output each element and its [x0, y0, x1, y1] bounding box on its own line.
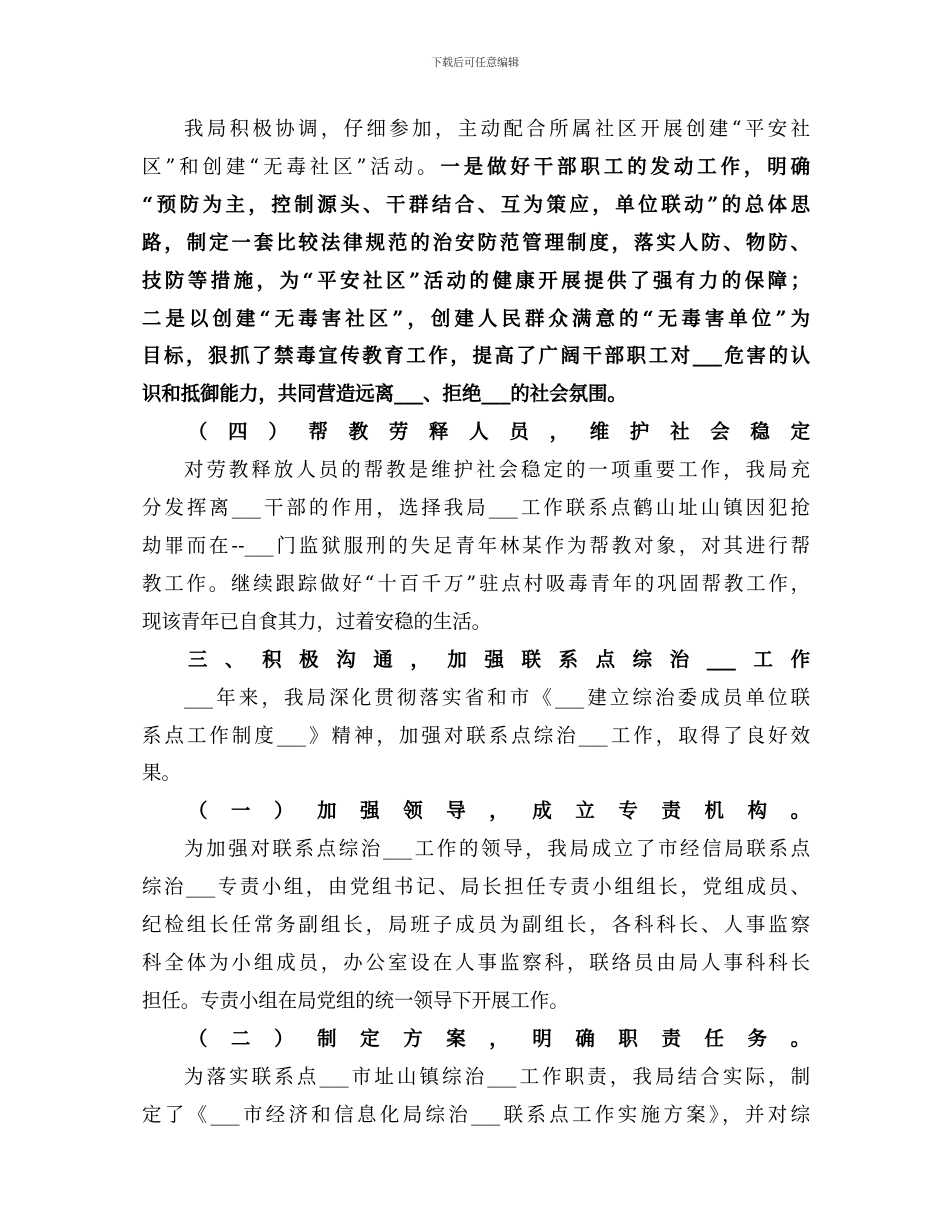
paragraph-line: 科全体为小组成员，办公室设在人事监察科，联络员由局人事科科长	[142, 950, 810, 974]
paragraph-line: 目标，狠抓了禁毒宣传教育工作，提高了广阔干部职工对___危害的认	[142, 344, 810, 368]
paragraph-line: 为加强对联系点综治___工作的领导，我局成立了市经信局联系点	[184, 837, 810, 861]
paragraph-line: 区”和创建“无毒社区”活动。一是做好干部职工的发动工作，明确	[142, 154, 811, 178]
paragraph-line: 综治___专责小组，由党组书记、局长担任专责小组组长，党组成员、	[142, 875, 810, 899]
paragraph-line: 现该青年已自食其力，过着安稳的生活。	[142, 609, 492, 633]
paragraph-line: 对劳教释放人员的帮教是维护社会稳定的一项重要工作，我局充	[184, 458, 810, 482]
paragraph-line: 系点工作制度___》精神，加强对联系点综治___工作，取得了良好效	[142, 723, 810, 747]
document-body	[142, 110, 810, 1133]
paragraph-line: 教工作。继续跟踪做好“十百千万”驻点村吸毒青年的巩固帮教工作，	[142, 571, 810, 595]
paragraph-line: 劫罪而在--___门监狱服刑的失足青年林某作为帮教对象，对其进行帮	[142, 533, 810, 557]
paragraph-line: 技防等措施，为“平安社区”活动的健康开展提供了强有力的保障；	[142, 268, 810, 292]
paragraph-line: 二是以创建“无毒害社区”，创建人民群众满意的“无毒害单位”为	[142, 306, 810, 330]
paragraph-line: 识和抵御能力，共同营造远离___、拒绝___的社会氛围。	[142, 382, 627, 406]
paragraph-line: ___年来，我局深化贯彻落实省和市《___建立综治委成员单位联	[184, 685, 810, 709]
paragraph-line: 担任。专责小组在局党组的统一领导下开展工作。	[142, 988, 569, 1012]
paragraph-line: 分发挥离___干部的作用，选择我局___工作联系点鹤山址山镇因犯抢	[142, 496, 810, 520]
paragraph-line: 我局积极协调，仔细参加，主动配合所属社区开展创建“平安社	[184, 117, 810, 140]
paragraph-line: 定了《___市经济和信息化局综治___联系点工作实施方案》，并对综	[142, 1102, 810, 1126]
section-heading: 三、积极沟通，加强联系点综治___工作	[188, 647, 810, 671]
section-heading: （一）加强领导，成立专责机构。	[188, 799, 810, 823]
page-header: 下载后可任意编辑	[431, 56, 519, 69]
paragraph-line: 路，制定一套比较法律规范的治安防范管理制度，落实人防、物防、	[142, 230, 810, 254]
paragraph-line: 果。	[142, 761, 181, 785]
paragraph-line: “预防为主，控制源头、干群结合、互为策应，单位联动”的总体思	[142, 192, 810, 216]
paragraph-line: 为落实联系点___市址山镇综治___工作职责，我局结合实际，制	[184, 1064, 810, 1088]
paragraph-line: 纪检组长任常务副组长，局班子成员为副组长，各科科长、人事监察	[142, 913, 810, 937]
section-heading: （二）制定方案，明确职责任务。	[188, 1026, 810, 1050]
section-heading: （四）帮教劳释人员，维护社会稳定	[188, 420, 810, 444]
